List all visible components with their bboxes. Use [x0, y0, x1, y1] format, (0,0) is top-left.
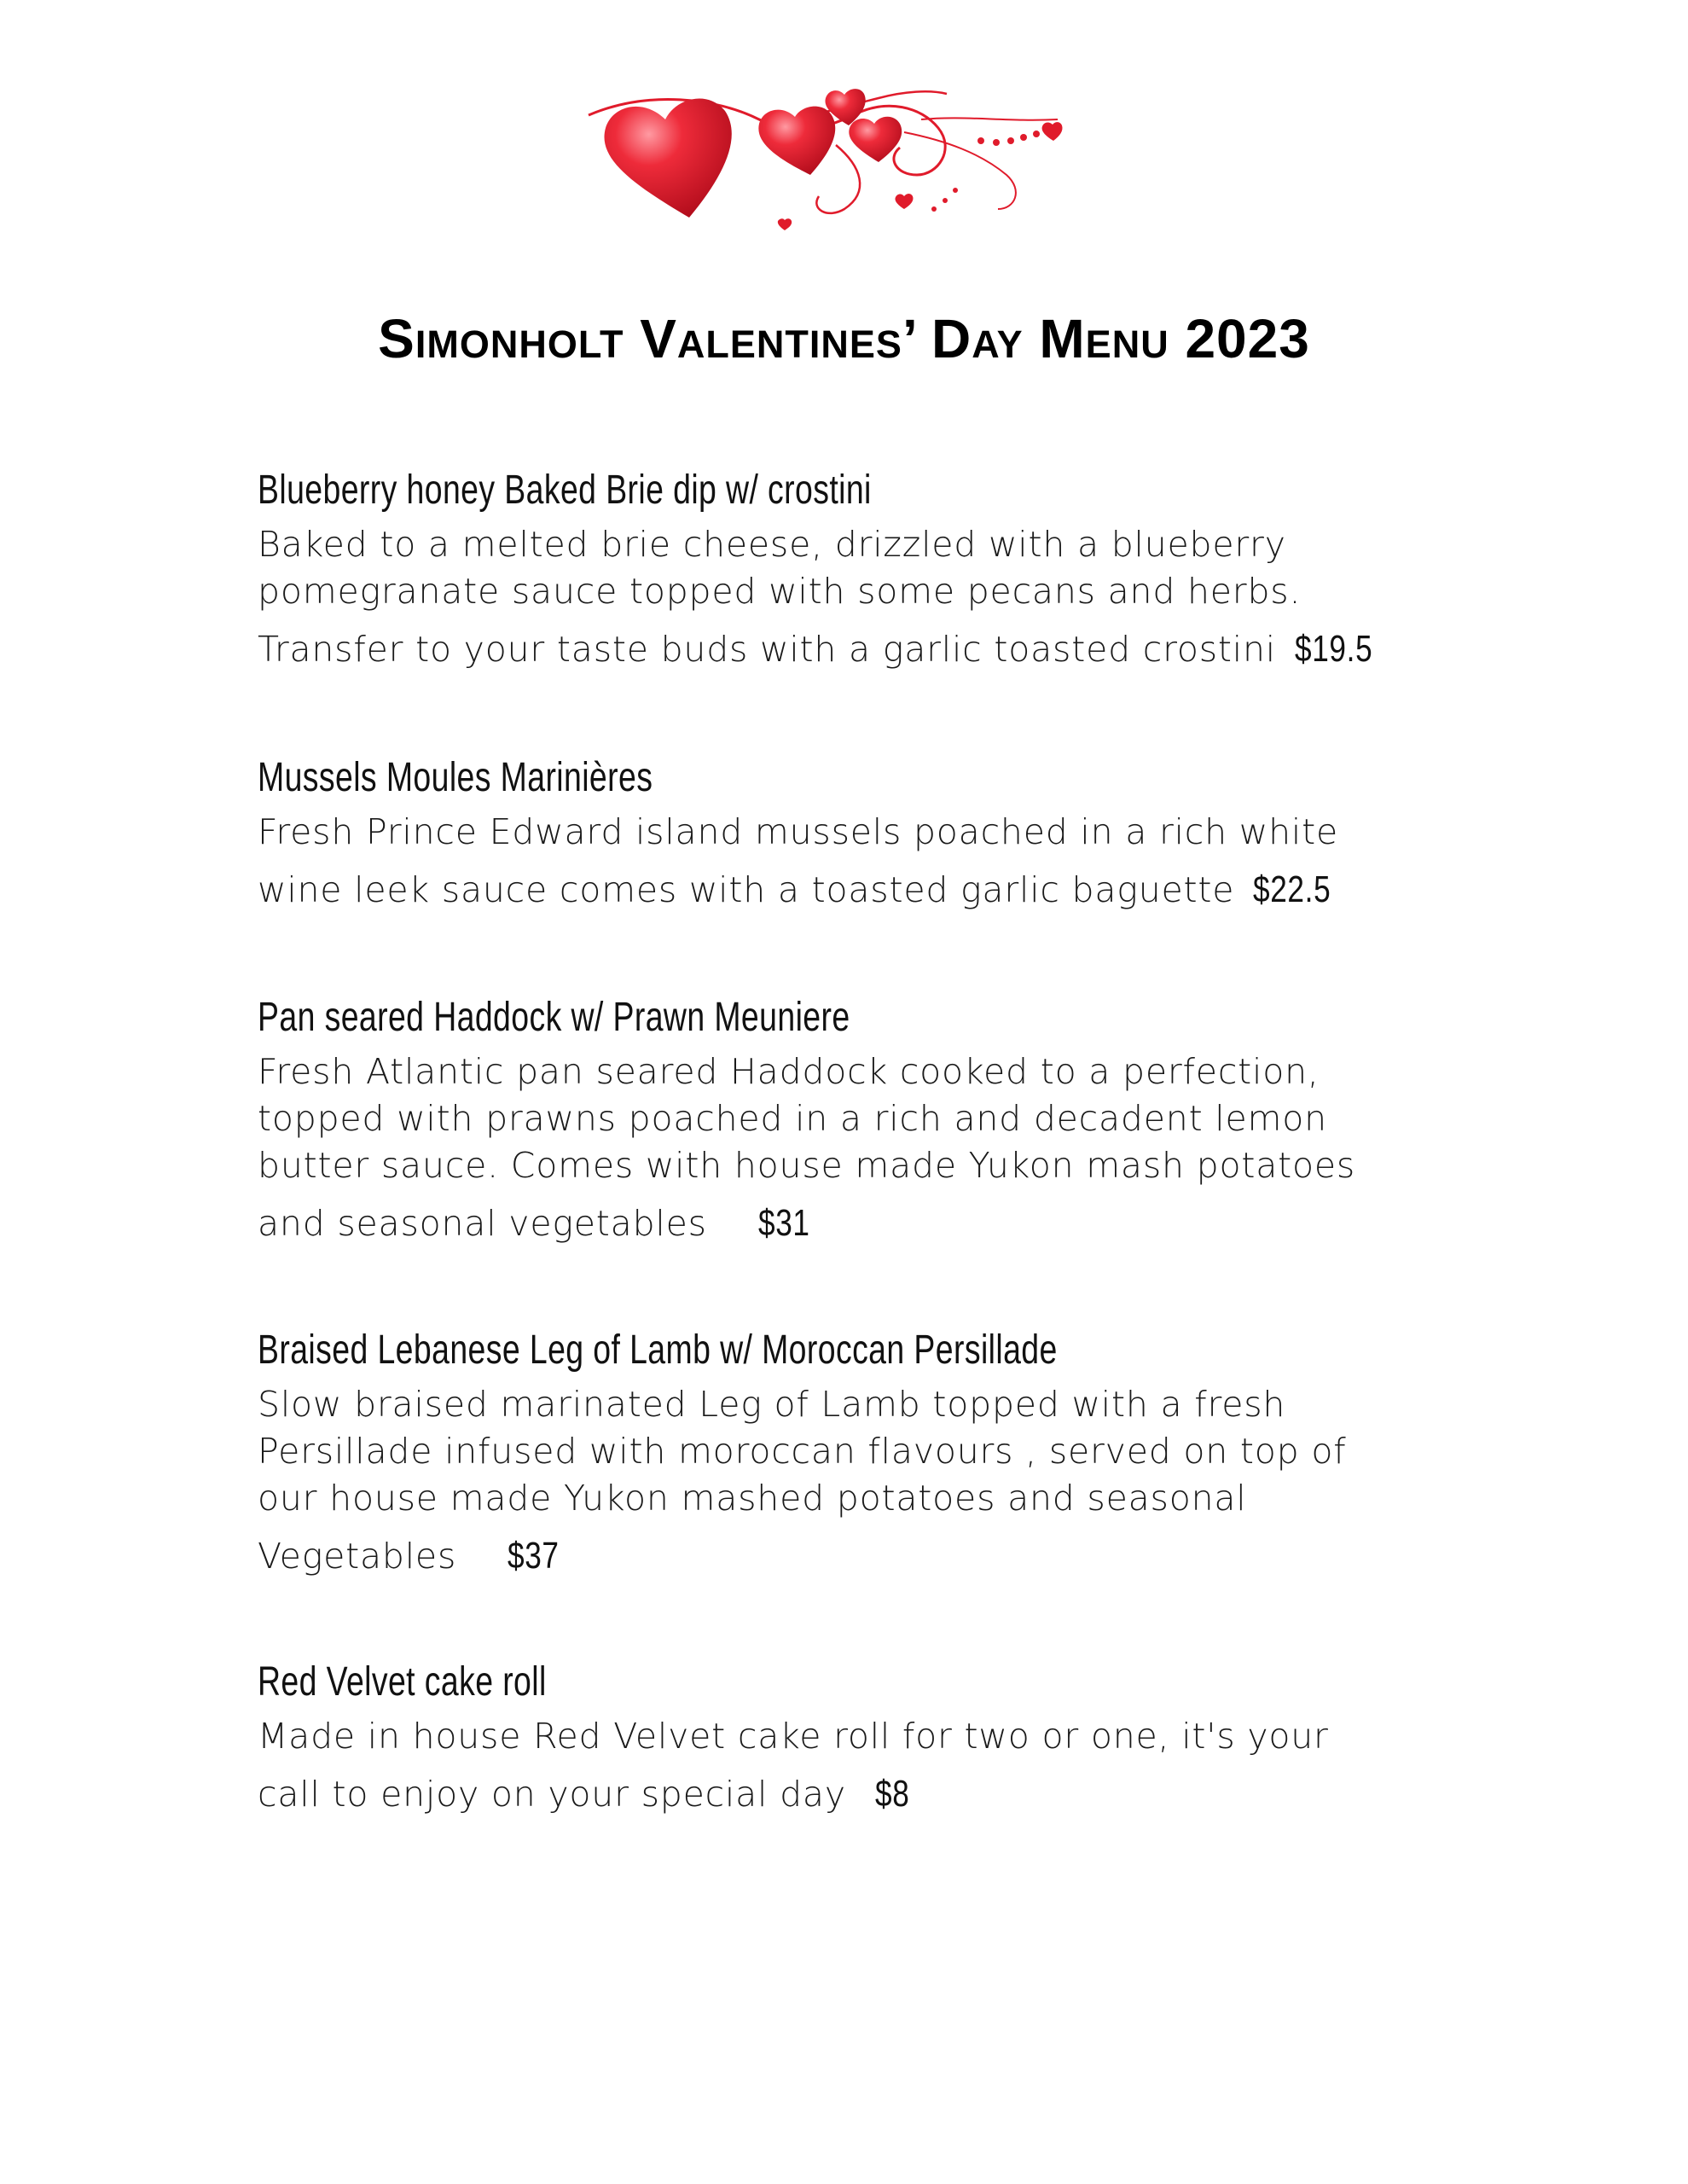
menu-item [258, 1325, 1452, 1580]
menu-item-description [258, 521, 1452, 673]
menu-item-price: $22.5 [1253, 868, 1331, 910]
description-line-with-price [258, 1532, 1452, 1580]
description-line: wine leek sauce comes with a toasted garlic baguette [258, 869, 1235, 910]
menu-item-name: Red Velvet cake roll [258, 1659, 547, 1705]
menu-item-description [258, 1381, 1452, 1580]
menu-item-price: $31 [757, 1202, 810, 1244]
description-line: Slow braised marinated Leg of Lamb topped with a fresh [258, 1384, 1286, 1425]
menu-item-description [258, 1713, 1452, 1818]
description-line: Fresh Prince Edward island mussels poached in a rich white [258, 811, 1338, 852]
menu-item-description [258, 809, 1452, 914]
menu-item-name: Braised Lebanese Leg of Lamb w/ Moroccan Persillade [258, 1327, 1058, 1373]
menu-item-description [258, 1048, 1452, 1247]
menu-item-price: $19.5 [1294, 628, 1373, 670]
menu-item-name: Pan seared Haddock w/ Prawn Meuniere [258, 995, 850, 1040]
description-line: Vegetables [258, 1536, 457, 1577]
description-line: Baked to a melted brie cheese, drizzled with a blueberry [258, 524, 1286, 565]
menu-item-price: $37 [508, 1535, 560, 1577]
menu-item [258, 465, 1452, 673]
description-line: Made in house Red Velvet cake roll for two or one, it's your [258, 1716, 1329, 1757]
description-line: call to enjoy on your special day [258, 1774, 846, 1815]
menu-item [258, 992, 1452, 1247]
description-line-with-price [258, 1199, 1452, 1247]
menu-item-name: Mussels Moules Marinières [258, 755, 653, 800]
description-line: and seasonal vegetables [258, 1203, 707, 1244]
menu-item-price: $8 [874, 1773, 910, 1815]
description-line-with-price [258, 1770, 1452, 1818]
menu-item [258, 1657, 1452, 1818]
description-line: Persillade infused with moroccan flavours , served on top of [258, 1431, 1347, 1472]
description-line-with-price [258, 625, 1452, 673]
menu-title-text: Simonholt Valentines’ Day Menu 2023 [378, 308, 1310, 369]
menu-item [258, 752, 1452, 914]
menu-title [0, 307, 1688, 370]
description-line: Fresh Atlantic pan seared Haddock cooked to a perfection, [258, 1051, 1320, 1092]
description-line: butter sauce. Comes with house made Yukon mash potatoes [258, 1145, 1356, 1186]
description-line: our house made Yukon mashed potatoes and seasonal [258, 1478, 1247, 1519]
description-line: pomegranate sauce topped with some pecans and herbs. [258, 571, 1302, 612]
hearts-decoration-icon [580, 81, 1092, 235]
description-line-with-price [258, 866, 1452, 914]
description-line: Transfer to your taste buds with a garlic toasted crostini [258, 629, 1276, 670]
menu-item-name: Blueberry honey Baked Brie dip w/ crostini [258, 468, 872, 513]
description-line: topped with prawns poached in a rich and decadent lemon [258, 1098, 1327, 1139]
